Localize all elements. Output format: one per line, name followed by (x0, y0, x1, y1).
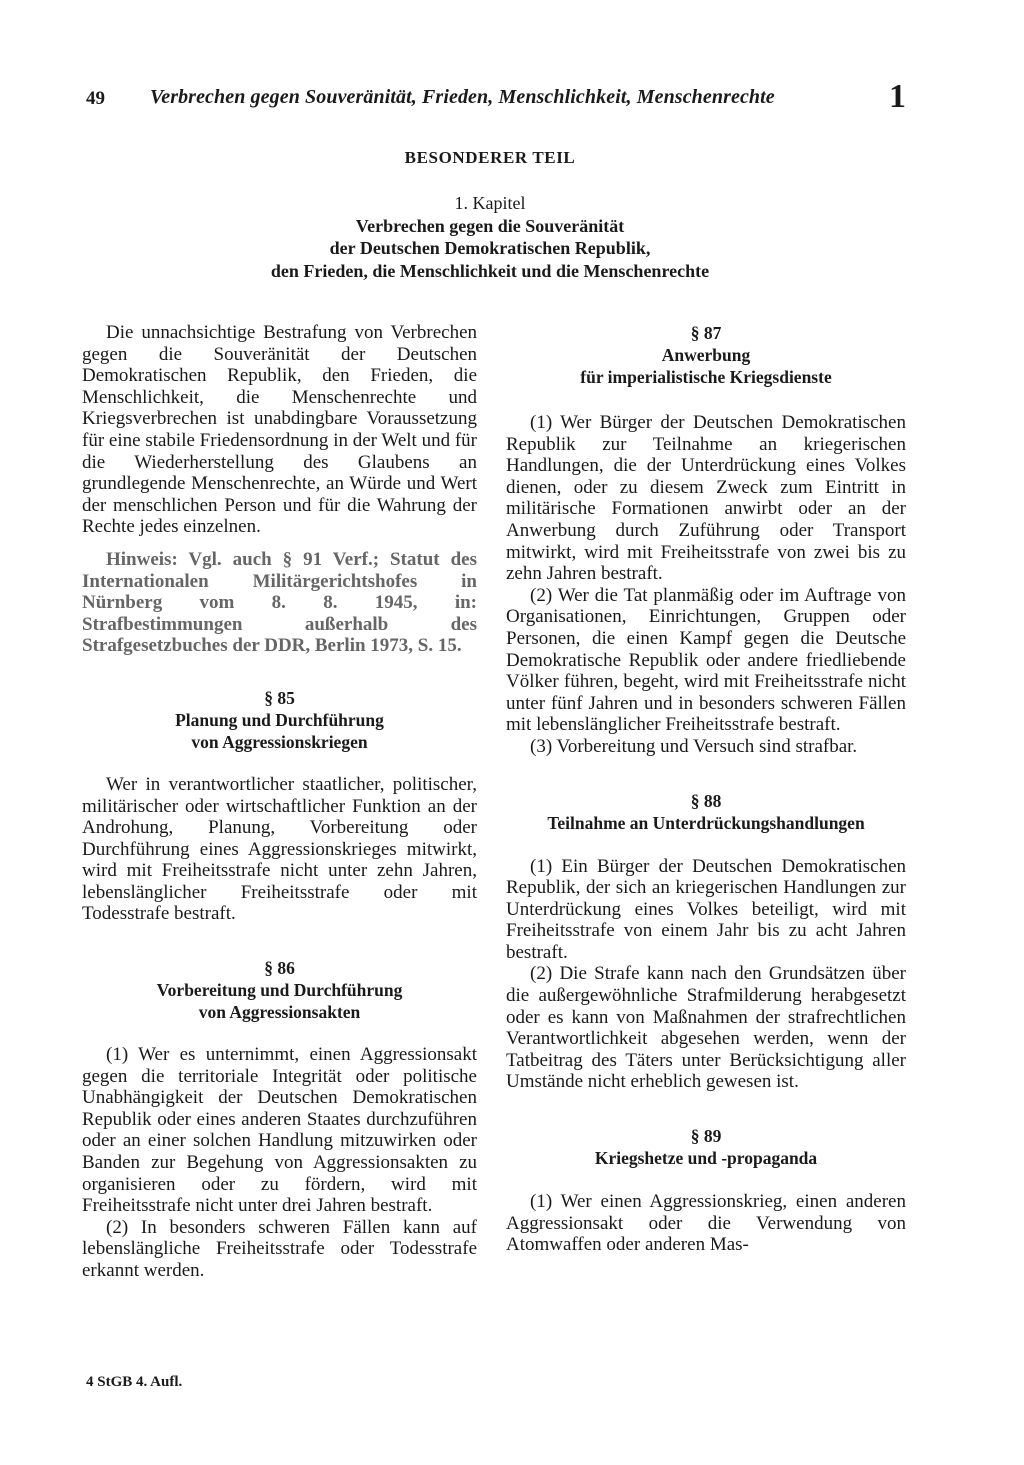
section-title: Anwerbung (661, 345, 751, 365)
section-86-paragraph-1: (1) Wer es unternimmt, einen Aggressionsakt gegen die territoriale Integrität oder politische Unabhängigkeit der Deutschen Demokratischen Republik oder eines anderen Staates durchzuführen oder an einer solchen Handlung mitzuwirken oder Banden zur Begehung von Aggressionsakten zu organisieren oder zu fördern, wird mit Freiheitsstrafe nicht unter drei Jahren bestraft. (82, 1044, 477, 1217)
chapter-label: 1. Kapitel (454, 193, 526, 213)
section-number: § 85 (264, 687, 295, 708)
chapter-number: 1 (889, 78, 906, 115)
section-86-paragraph-2: (2) In besonders schweren Fällen kann auf lebenslängliche Freiheitsstrafe oder Todesstrafe erkannt werden. (82, 1216, 477, 1281)
section-89-paragraph-1: (1) Wer einen Aggressionskrieg, einen anderen Aggressionsakt oder die Verwendung von Atomwaffen oder anderen Mas- (506, 1191, 906, 1256)
chapter-title-line: der Deutschen Demokratischen Republik, (329, 238, 651, 258)
chapter-title-line: Verbrechen gegen die Souveränität (355, 215, 625, 236)
footer-signature: 4 StGB 4. Aufl. (86, 1374, 183, 1390)
section-title: Teilnahme an Unterdrückungshandlungen (547, 812, 865, 833)
running-title: Verbrechen gegen Souveränität, Frieden, Menschlichkeit, Menschenrechte (150, 86, 775, 108)
section-title: Planung und Durchführung (175, 709, 384, 730)
intro-paragraph: Die unnachsichtige Bestrafung von Verbrechen gegen die Souveränität der Deutschen Demokratischen Republik, den Frieden, die Menschlichkeit, die Menschenrechte und Kriegsverbrechen ist unabdingbare Voraussetzung für eine stabile Friedensordnung in der Welt und für die Wiederherstellung des Glaubens an grundlegende Menschenrechte, an Würde und Wert der menschlichen Person und für die Wahrung der Rechte jedes einzelnen. (82, 322, 477, 538)
section-85-heading (82, 687, 477, 753)
section-85-paragraph: Wer in verantwortlicher staatlicher, politischer, militärischer oder wirtschaftlicher Funktion an der Androhung, Planung, Vorbereitung oder Durchführung eines Aggressionskrieges mitwirkt, wird mit Freiheitsstrafe nicht unter zehn Jahren, lebenslänglicher Freiheitsstrafe oder mit Todesstrafe bestraft. (82, 773, 477, 925)
section-number: § 86 (264, 958, 295, 979)
chapter-title-line: den Frieden, die Menschlichkeit und die Menschenrechte (270, 260, 710, 281)
section-87-paragraph-2: (2) Wer die Tat planmäßig oder im Auftrage von Organisationen, Einrichtungen, Gruppen oder Personen, die einen Kampf gegen die Deutsche Demokratische Republik oder andere friedliebende Völker führen, begeht, wird mit Freiheitsstrafe nicht unter fünf Jahren und in besonders schweren Fällen mit lebenslänglicher Freiheitsstrafe bestraft. (506, 584, 906, 736)
section-title: von Aggressionsakten (198, 1002, 361, 1023)
section-title: für imperialistische Kriegsdienste (580, 367, 832, 387)
section-number: § 87 (690, 323, 722, 343)
section-89-heading (506, 1125, 906, 1169)
section-88-heading (506, 790, 906, 834)
section-title: Kriegshetze und -propaganda (594, 1148, 818, 1169)
section-87-paragraph-3: (3) Vorbereitung und Versuch sind strafbar. (530, 735, 858, 757)
part-title: BESONDERER TEIL (404, 148, 576, 167)
left-column (82, 322, 477, 1282)
running-head (86, 78, 906, 116)
section-86-heading (82, 957, 477, 1023)
section-87-heading (506, 322, 906, 388)
intro-note: Hinweis: Vgl. auch § 91 Verf.; Statut des Internationalen Militärgerichtshofes in Nürnberg vom 8. 8. 1945, in: Strafbestimmungen außerhalb des Strafgesetzbuches der DDR, Berlin 1973, S. 15. (82, 548, 477, 657)
section-title: von Aggressionskriegen (191, 731, 368, 752)
page-number: 49 (86, 88, 105, 109)
section-88-paragraph-1: (1) Ein Bürger der Deutschen Demokratischen Republik, der sich an kriegerischen Handlungen zur Unterdrückung eines Volkes beteiligt, wird mit Freiheitsstrafe von einem Jahr bis zu acht Jahren bestraft. (506, 855, 906, 963)
section-87-paragraph-1: (1) Wer Bürger der Deutschen Demokratischen Republik zur Teilnahme an kriegerischen Handlungen, die der Unterdrückung eines Volkes dienen, oder zu diesem Zweck zum Eintritt in militärische Formationen anwirbt oder an der Anwerbung durch Zuführung oder Transport mitwirkt, wird mit Freiheitsstrafe von zwei bis zu zehn Jahren bestraft. (506, 412, 906, 585)
right-column (506, 322, 906, 1256)
section-88-paragraph-2: (2) Die Strafe kann nach den Grundsätzen über die außergewöhnliche Strafmilderung herabgesetzt oder es kann von Maßnahmen der strafrechtlichen Verantwortlichkeit abgesehen werden, wenn der Tatbeitrag des Täters unter Berücksichtigung aller Umstände nicht erheblich gewesen ist. (506, 963, 906, 1093)
chapter-heading (0, 192, 980, 282)
section-number: § 89 (690, 1126, 722, 1147)
section-title: Vorbereitung und Durchführung (156, 980, 403, 1001)
section-number: § 88 (690, 790, 722, 811)
